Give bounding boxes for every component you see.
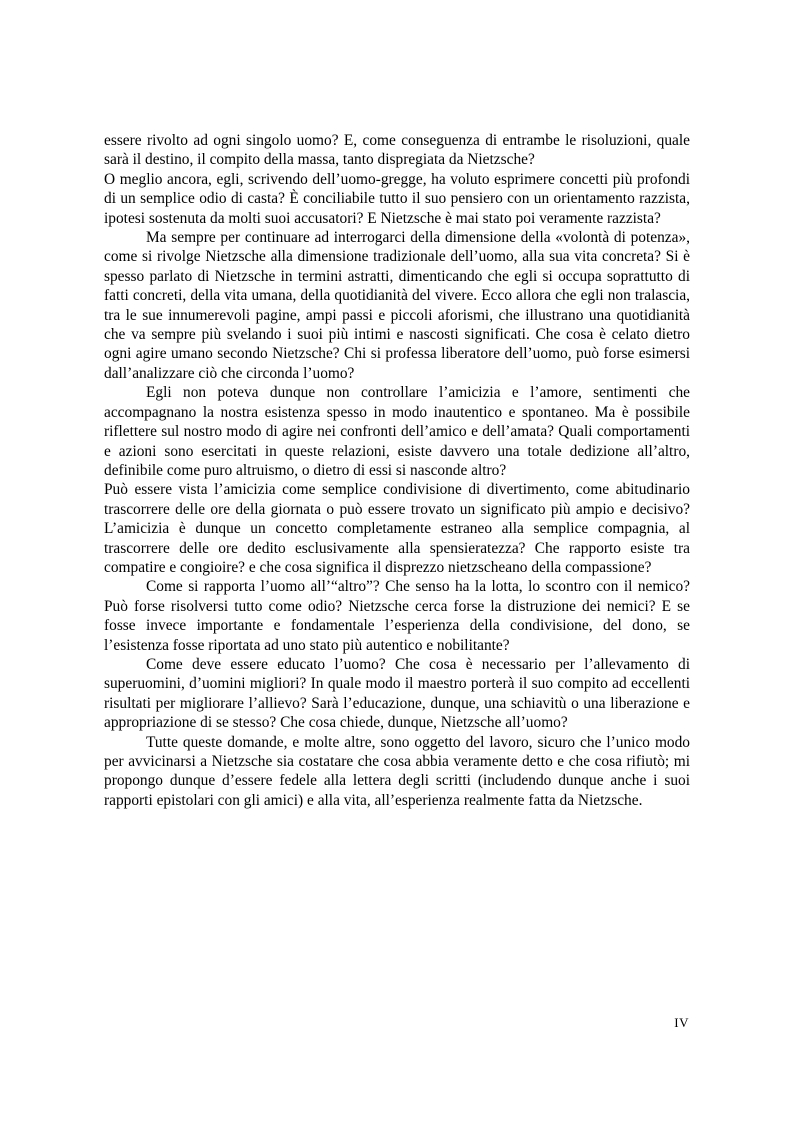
paragraph-6: Come si rapporta l’uomo all’“altro”? Che senso ha la lotta, lo scontro con il nemico? Può forse risolversi tutto come odio? Nietzsche cerca forse la distruzione dei nemici? E se fosse invece importante e fondamentale l’esperienza della condivisione, del dono, se l’esistenza fosse riportata ad uno stato più autentico e nobilitante?: [104, 578, 690, 654]
paragraph-2: O meglio ancora, egli, scrivendo dell’uomo-gregge, ha voluto esprimere concetti più profondi di un semplice odio di casta? È conciliabile tutto il suo pensiero con un orientamento razzista, ipotesi sostenuta da molti suoi accusatori? E Nietzsche è mai stato poi veramente razzista?: [104, 170, 690, 227]
paragraph-7: Come deve essere educato l’uomo? Che cosa è necessario per l’allevamento di superuomini, d’uomini migliori? In quale modo il maestro porterà il suo compito ad eccellenti risultati per migliorare l’allievo? Sarà l’educazione, dunque, una schiavitù o una liberazione e appropriazione di se stesso? Che cosa chiede, dunque, Nietzsche all’uomo?: [104, 655, 690, 732]
page-number: IV: [674, 1015, 689, 1030]
paragraph-1: essere rivolto ad ogni singolo uomo? E, come conseguenza di entrambe le risoluzioni, quale sarà il destino, il compito della massa, tanto dispregiata da Nietzsche?: [104, 132, 690, 169]
paragraph-3: Ma sempre per continuare ad interrogarci della dimensione della «volontà di potenza», come si rivolge Nietzsche alla dimensione tradizionale dell’uomo, alla sua vita concreta? Si è spesso parlato di Nietzsche in termini astratti, dimenticando che egli si occupa soprattutto di fatti concreti, della vita umana, della quotidianità del vivere. Ecco allora che egli non tralascia, tra le sue innumerevoli pagine, ampi passi e piccoli aforismi, che illustrano una quotidianità che va sempre più svelando i suoi più intimi e nascosti significati. Che cosa è celato dietro ogni agire umano secondo Nietzsche? Chi si professa liberatore dell’uomo, può forse esimersi dall’analizzare ciò che circonda l’uomo?: [104, 229, 690, 382]
paragraph-5: Può essere vista l’amicizia come semplice condivisione di divertimento, come abitudinario trascorrere delle ore della giornata o può essere trovato un significato più ampio e decisivo? L’amicizia è dunque un concetto completamente estraneo alla semplice compagnia, al trascorrere delle ore dedito esclusivamente alla spensieratezza? Che rapporto esiste tra compatire e congioire? e che cosa significa il disprezzo nietzscheano della compassione?: [104, 481, 690, 576]
paragraph-4: Egli non poteva dunque non controllare l’amicizia e l’amore, sentimenti che accompagnano la nostra esistenza spesso in modo inautentico e spontaneo. Ma è possibile riflettere sul nostro modo di agire nei confronti dell’amico e dell’amata? Quali comportamenti e azioni sono esercitati in queste relazioni, esiste davvero una totale dedizione all’altro, definibile come puro altruismo, o dietro di essi si nasconde altro?: [104, 384, 690, 479]
document-body: [104, 131, 690, 810]
paragraph-8: Tutte queste domande, e molte altre, sono oggetto del lavoro, sicuro che l’unico modo per avvicinarsi a Nietzsche sia costatare che cosa abbia veramente detto e che cosa rifiutò; mi propongo dunque d’essere fedele alla lettera degli scritti (includendo dunque anche i suoi rapporti epistolari con gli amici) e alla vita, all’esperienza realmente fatta da Nietzsche.: [104, 733, 690, 809]
